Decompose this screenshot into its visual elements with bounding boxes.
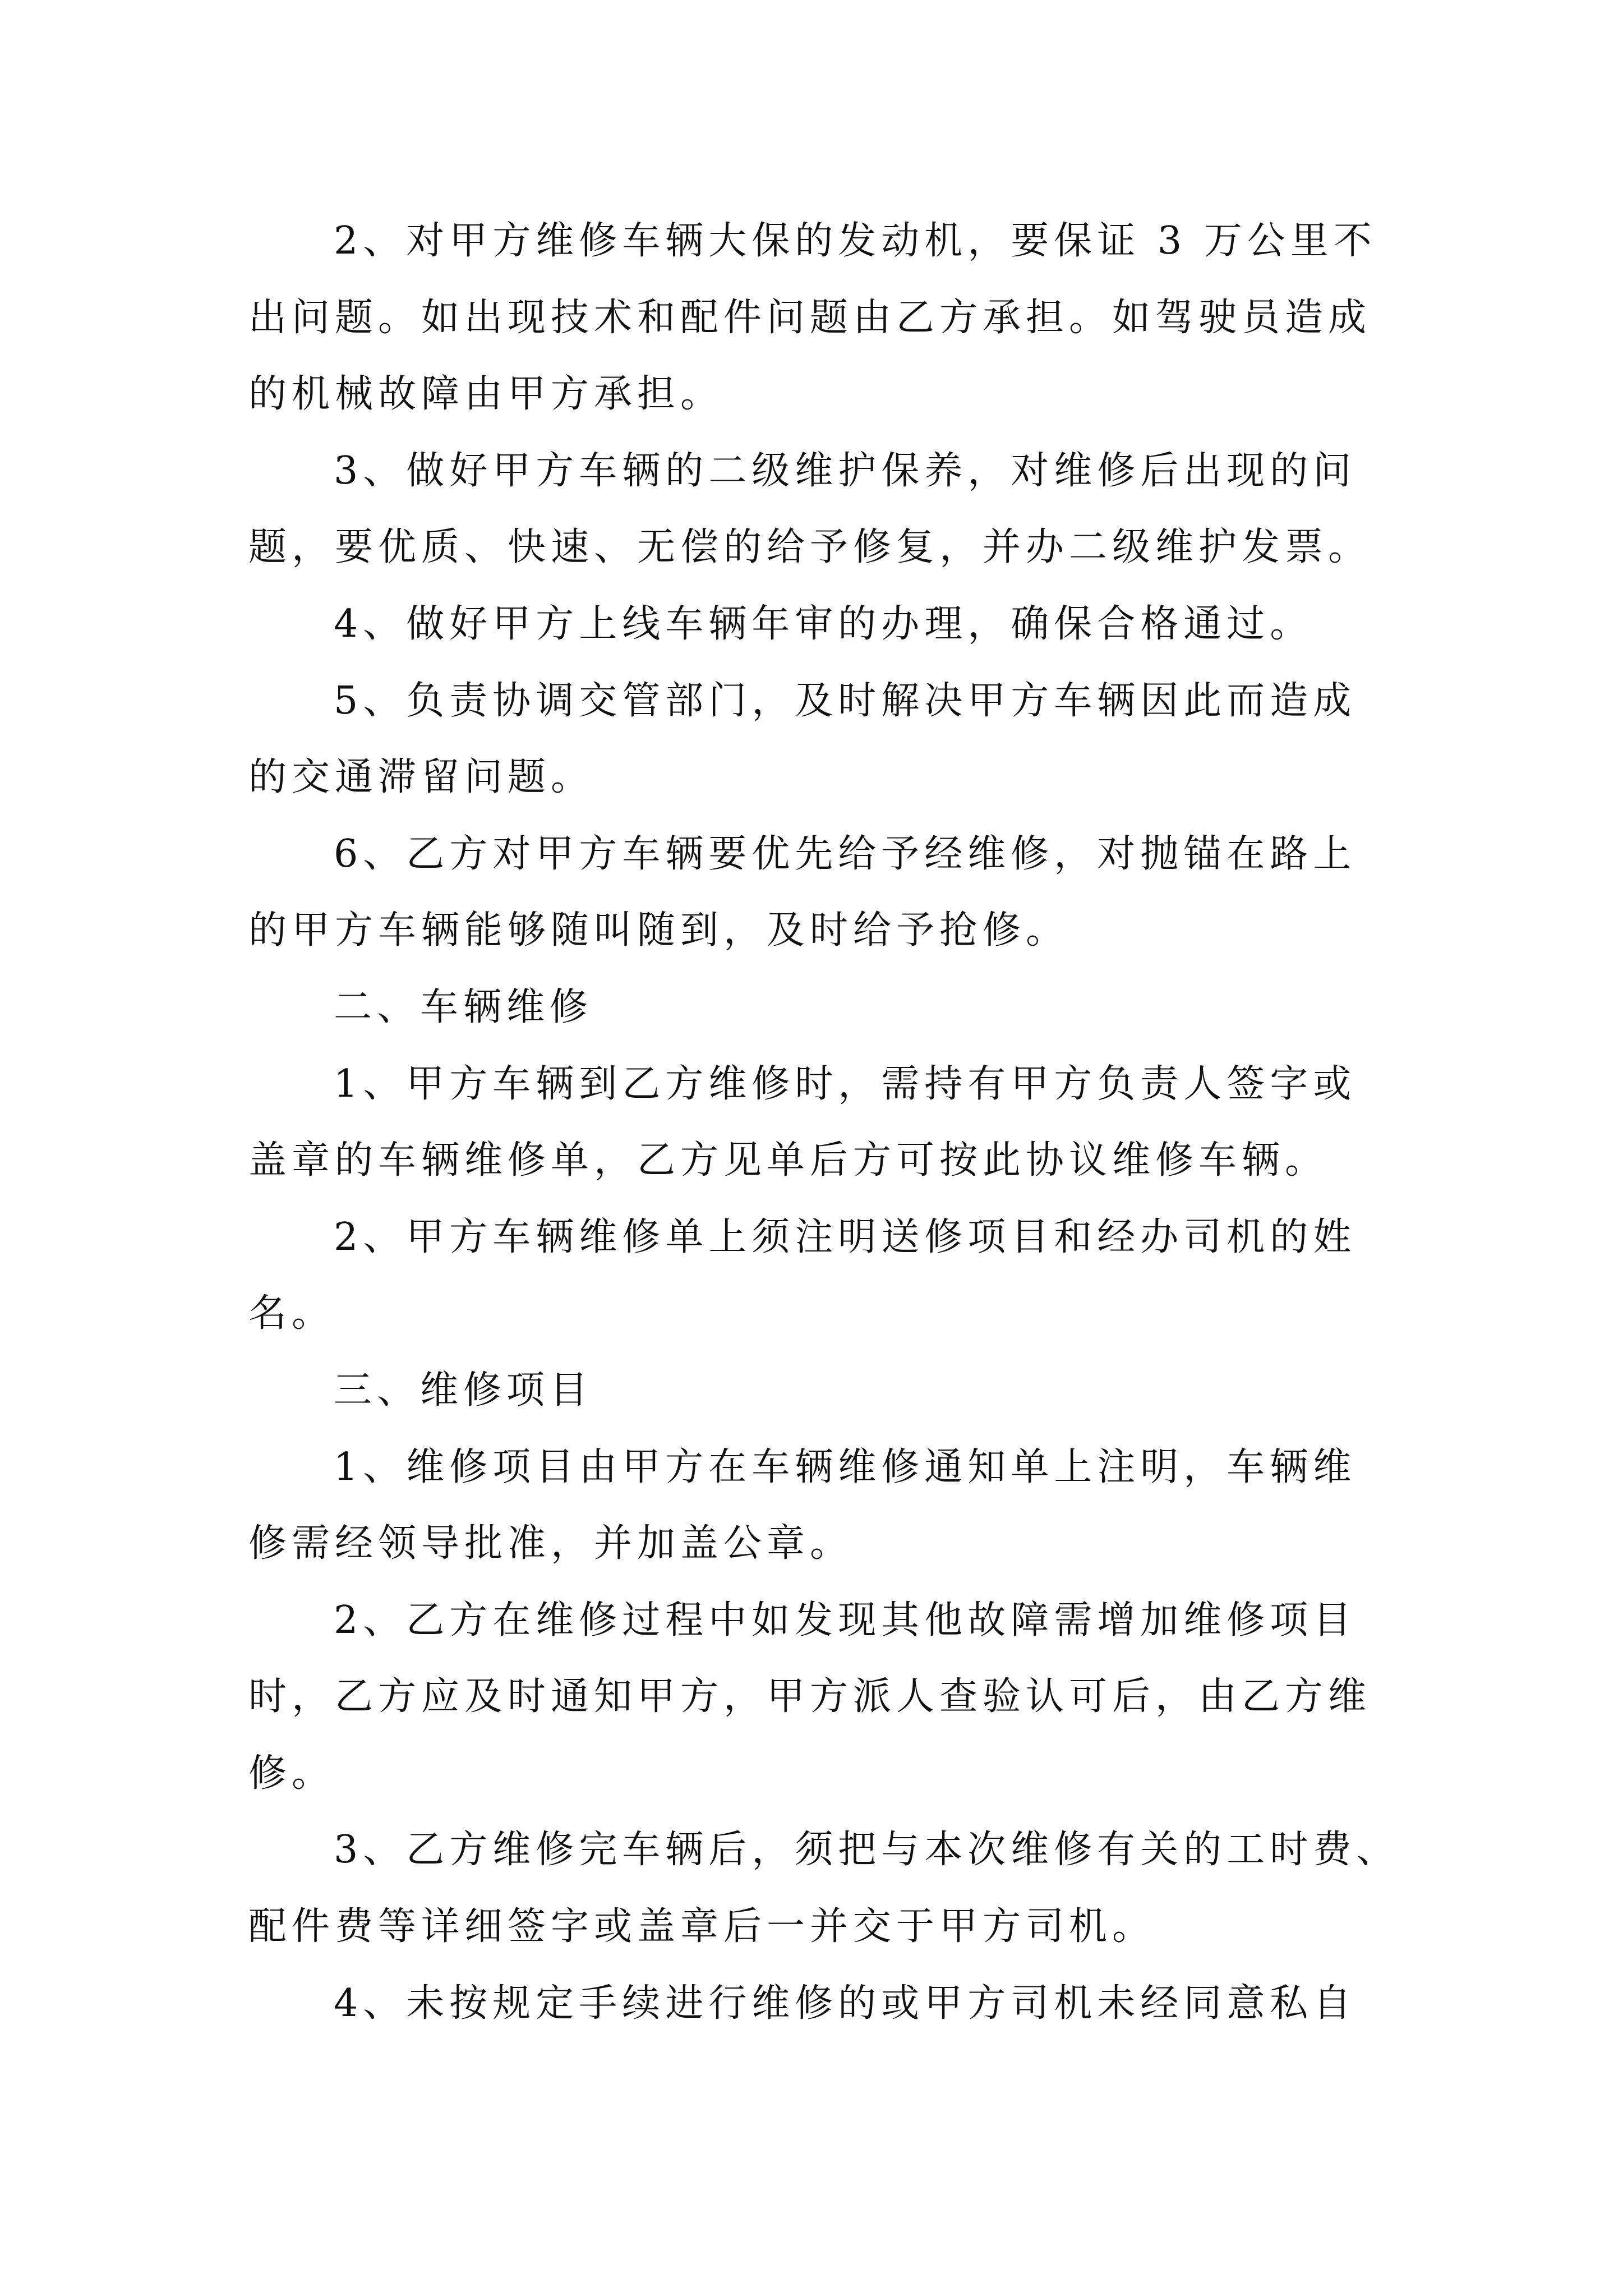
paragraph-line: 修。 [248, 1751, 335, 1796]
paragraph-line: 1、维修项目由甲方在车辆维修通知单上注明，车辆维 [334, 1444, 1357, 1489]
clause-paragraph [248, 663, 1415, 816]
clause-paragraph [248, 816, 1415, 969]
paragraph-line: 1、甲方车辆到乙方维修时，需持有甲方负责人签字或 [334, 1061, 1357, 1106]
clause-paragraph [248, 1966, 1415, 2042]
section-heading-text: 三、维修项目 [334, 1368, 593, 1412]
paragraph-line: 时，乙方应及时通知甲方，甲方派人查验认可后，由乙方维 [248, 1674, 1372, 1719]
paragraph-line: 配件费等详细签字或盖章后一并交于甲方司机。 [248, 1904, 1156, 1949]
clause-paragraph [248, 433, 1415, 586]
clause-paragraph [248, 1582, 1415, 1812]
clause-paragraph [248, 203, 1415, 433]
paragraph-line: 6、乙方对甲方车辆要优先给予经维修，对抛锚在路上 [334, 831, 1357, 876]
paragraph-line: 3、做好甲方车辆的二级维护保养，对维修后出现的问 [334, 448, 1357, 493]
paragraph-line: 的机械故障由甲方承担。 [248, 372, 724, 417]
paragraph-line: 修需经领导批准，并加盖公章。 [248, 1521, 854, 1566]
section-heading-text: 二、车辆维修 [334, 984, 593, 1029]
clause-paragraph [248, 1046, 1415, 1199]
paragraph-line: 5、负责协调交管部门，及时解决甲方车辆因此而造成 [334, 678, 1357, 723]
paragraph-line: 出问题。如出现技术和配件问题由乙方承担。如驾驶员造成 [248, 295, 1372, 340]
clause-paragraph [248, 1812, 1415, 1965]
section-heading [248, 969, 1415, 1046]
paragraph-line: 题，要优质、快速、无偿的给予修复，并办二级维护发票。 [248, 525, 1372, 570]
paragraph-line: 3、乙方维修完车辆后，须把与本次维修有关的工时费、 [334, 1828, 1400, 1872]
paragraph-line: 2、甲方车辆维修单上须注明送修项目和经办司机的姓 [334, 1214, 1357, 1259]
document-body [248, 203, 1415, 2042]
paragraph-line: 名。 [248, 1291, 335, 1336]
paragraph-line: 2、对甲方维修车辆大保的发动机，要保证 3 万公里不 [334, 219, 1377, 263]
paragraph-line: 的甲方车辆能够随叫随到，及时给予抢修。 [248, 908, 1069, 953]
paragraph-line: 2、乙方在维修过程中如发现其他故障需增加维修项目 [334, 1598, 1357, 1642]
paragraph-line: 4、做好甲方上线车辆年审的办理，确保合格通过。 [334, 601, 1313, 646]
paragraph-line: 4、未按规定手续进行维修的或甲方司机未经同意私自 [334, 1981, 1357, 2026]
paragraph-line: 盖章的车辆维修单，乙方见单后方可按此协议维修车辆。 [248, 1138, 1329, 1183]
clause-paragraph [248, 1199, 1415, 1352]
clause-paragraph [248, 1429, 1415, 1582]
clause-paragraph [248, 586, 1415, 663]
paragraph-line: 的交通滞留问题。 [248, 755, 594, 800]
section-heading [248, 1352, 1415, 1429]
